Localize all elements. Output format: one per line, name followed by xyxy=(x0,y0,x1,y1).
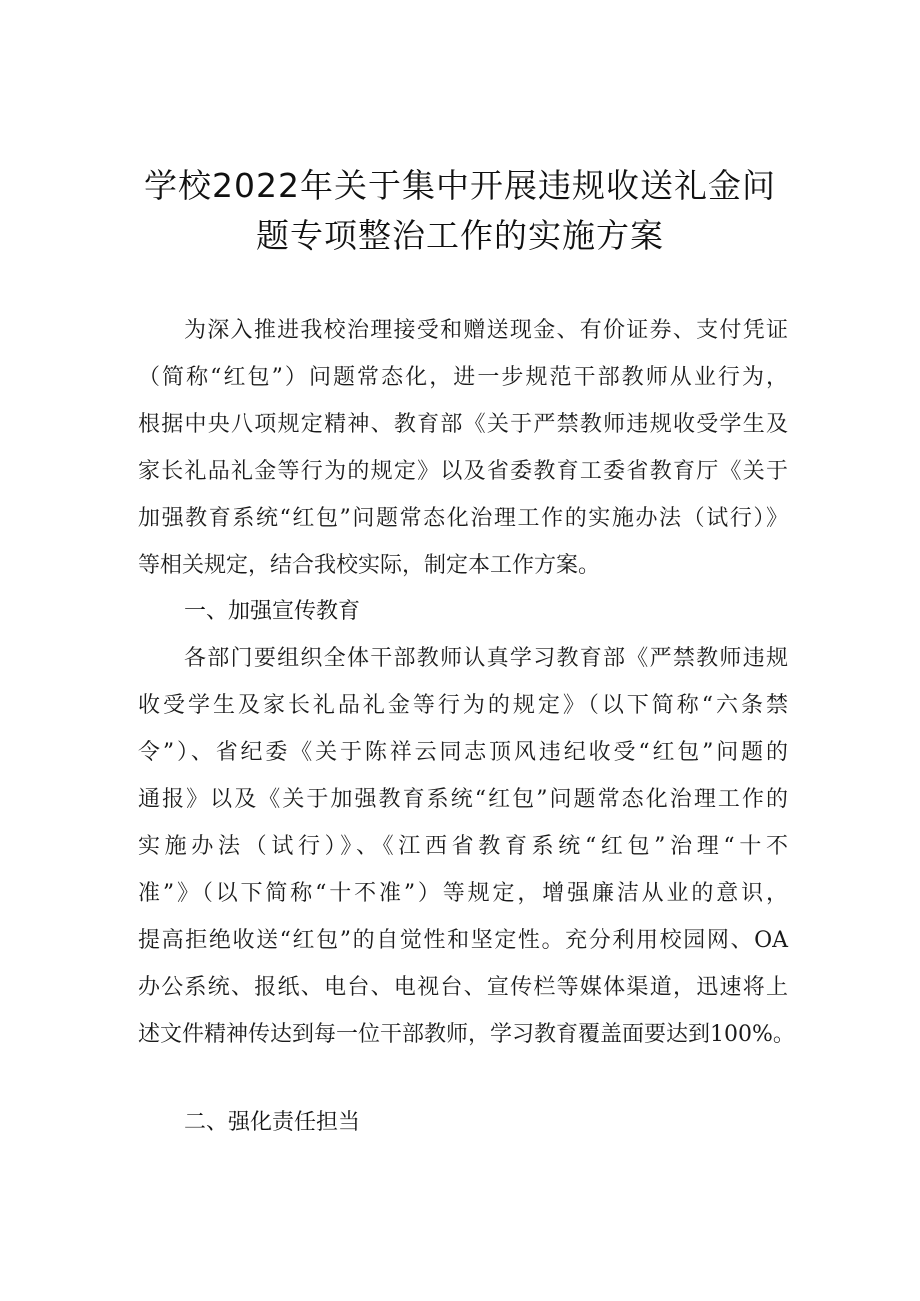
section-heading: 二、强化责任担当 xyxy=(184,1110,361,1135)
paragraph-line: 各部门要组织全体干部教师认真学习教育部《严禁教师违规 xyxy=(184,646,788,671)
paragraph-line: 收受学生及家长礼品礼金等行为的规定》（以下简称“六条禁 xyxy=(138,693,788,718)
paragraph-line: 准”》（以下简称“十不准”）等规定，增强廉洁从业的意识， xyxy=(138,881,788,906)
paragraph-line: 令”）、省纪委《关于陈祥云同志顶风违纪收受“红包”问题的 xyxy=(138,740,788,765)
paragraph-line: 办公系统、报纸、电台、电视台、宣传栏等媒体渠道，迅速将上 xyxy=(138,975,788,1000)
intro-line: 等相关规定，结合我校实际，制定本工作方案。 xyxy=(138,553,601,578)
intro-line: 加强教育系统“红包”问题常态化治理工作的实施办法（试行）》 xyxy=(138,506,788,531)
intro-line: 根据中央八项规定精神、教育部《关于严禁教师违规收受学生及 xyxy=(138,412,788,437)
document-title-line-1: 学校2022年关于集中开展违规收送礼金问 xyxy=(144,166,776,205)
intro-line: （简称“红包”）问题常态化，进一步规范干部教师从业行为， xyxy=(138,365,788,390)
intro-line: 家长礼品礼金等行为的规定》以及省委教育工委省教育厅《关于 xyxy=(138,459,788,484)
document-title-line-2: 题专项整治工作的实施方案 xyxy=(256,216,664,255)
paragraph-line: 实施办法（试行）》、《江西省教育系统“红包”治理“十不 xyxy=(138,834,788,859)
paragraph-line: 提高拒绝收送“红包”的自觉性和坚定性。充分利用校园网、OA xyxy=(138,928,788,953)
intro-line: 为深入推进我校治理接受和赠送现金、有价证券、支付凭证 xyxy=(184,318,788,343)
paragraph-line: 通报》以及《关于加强教育系统“红包”问题常态化治理工作的 xyxy=(138,787,788,812)
section-heading: 一、加强宣传教育 xyxy=(184,599,361,624)
paragraph-line: 述文件精神传达到每一位干部教师，学习教育覆盖面要达到100%。 xyxy=(138,1022,795,1047)
